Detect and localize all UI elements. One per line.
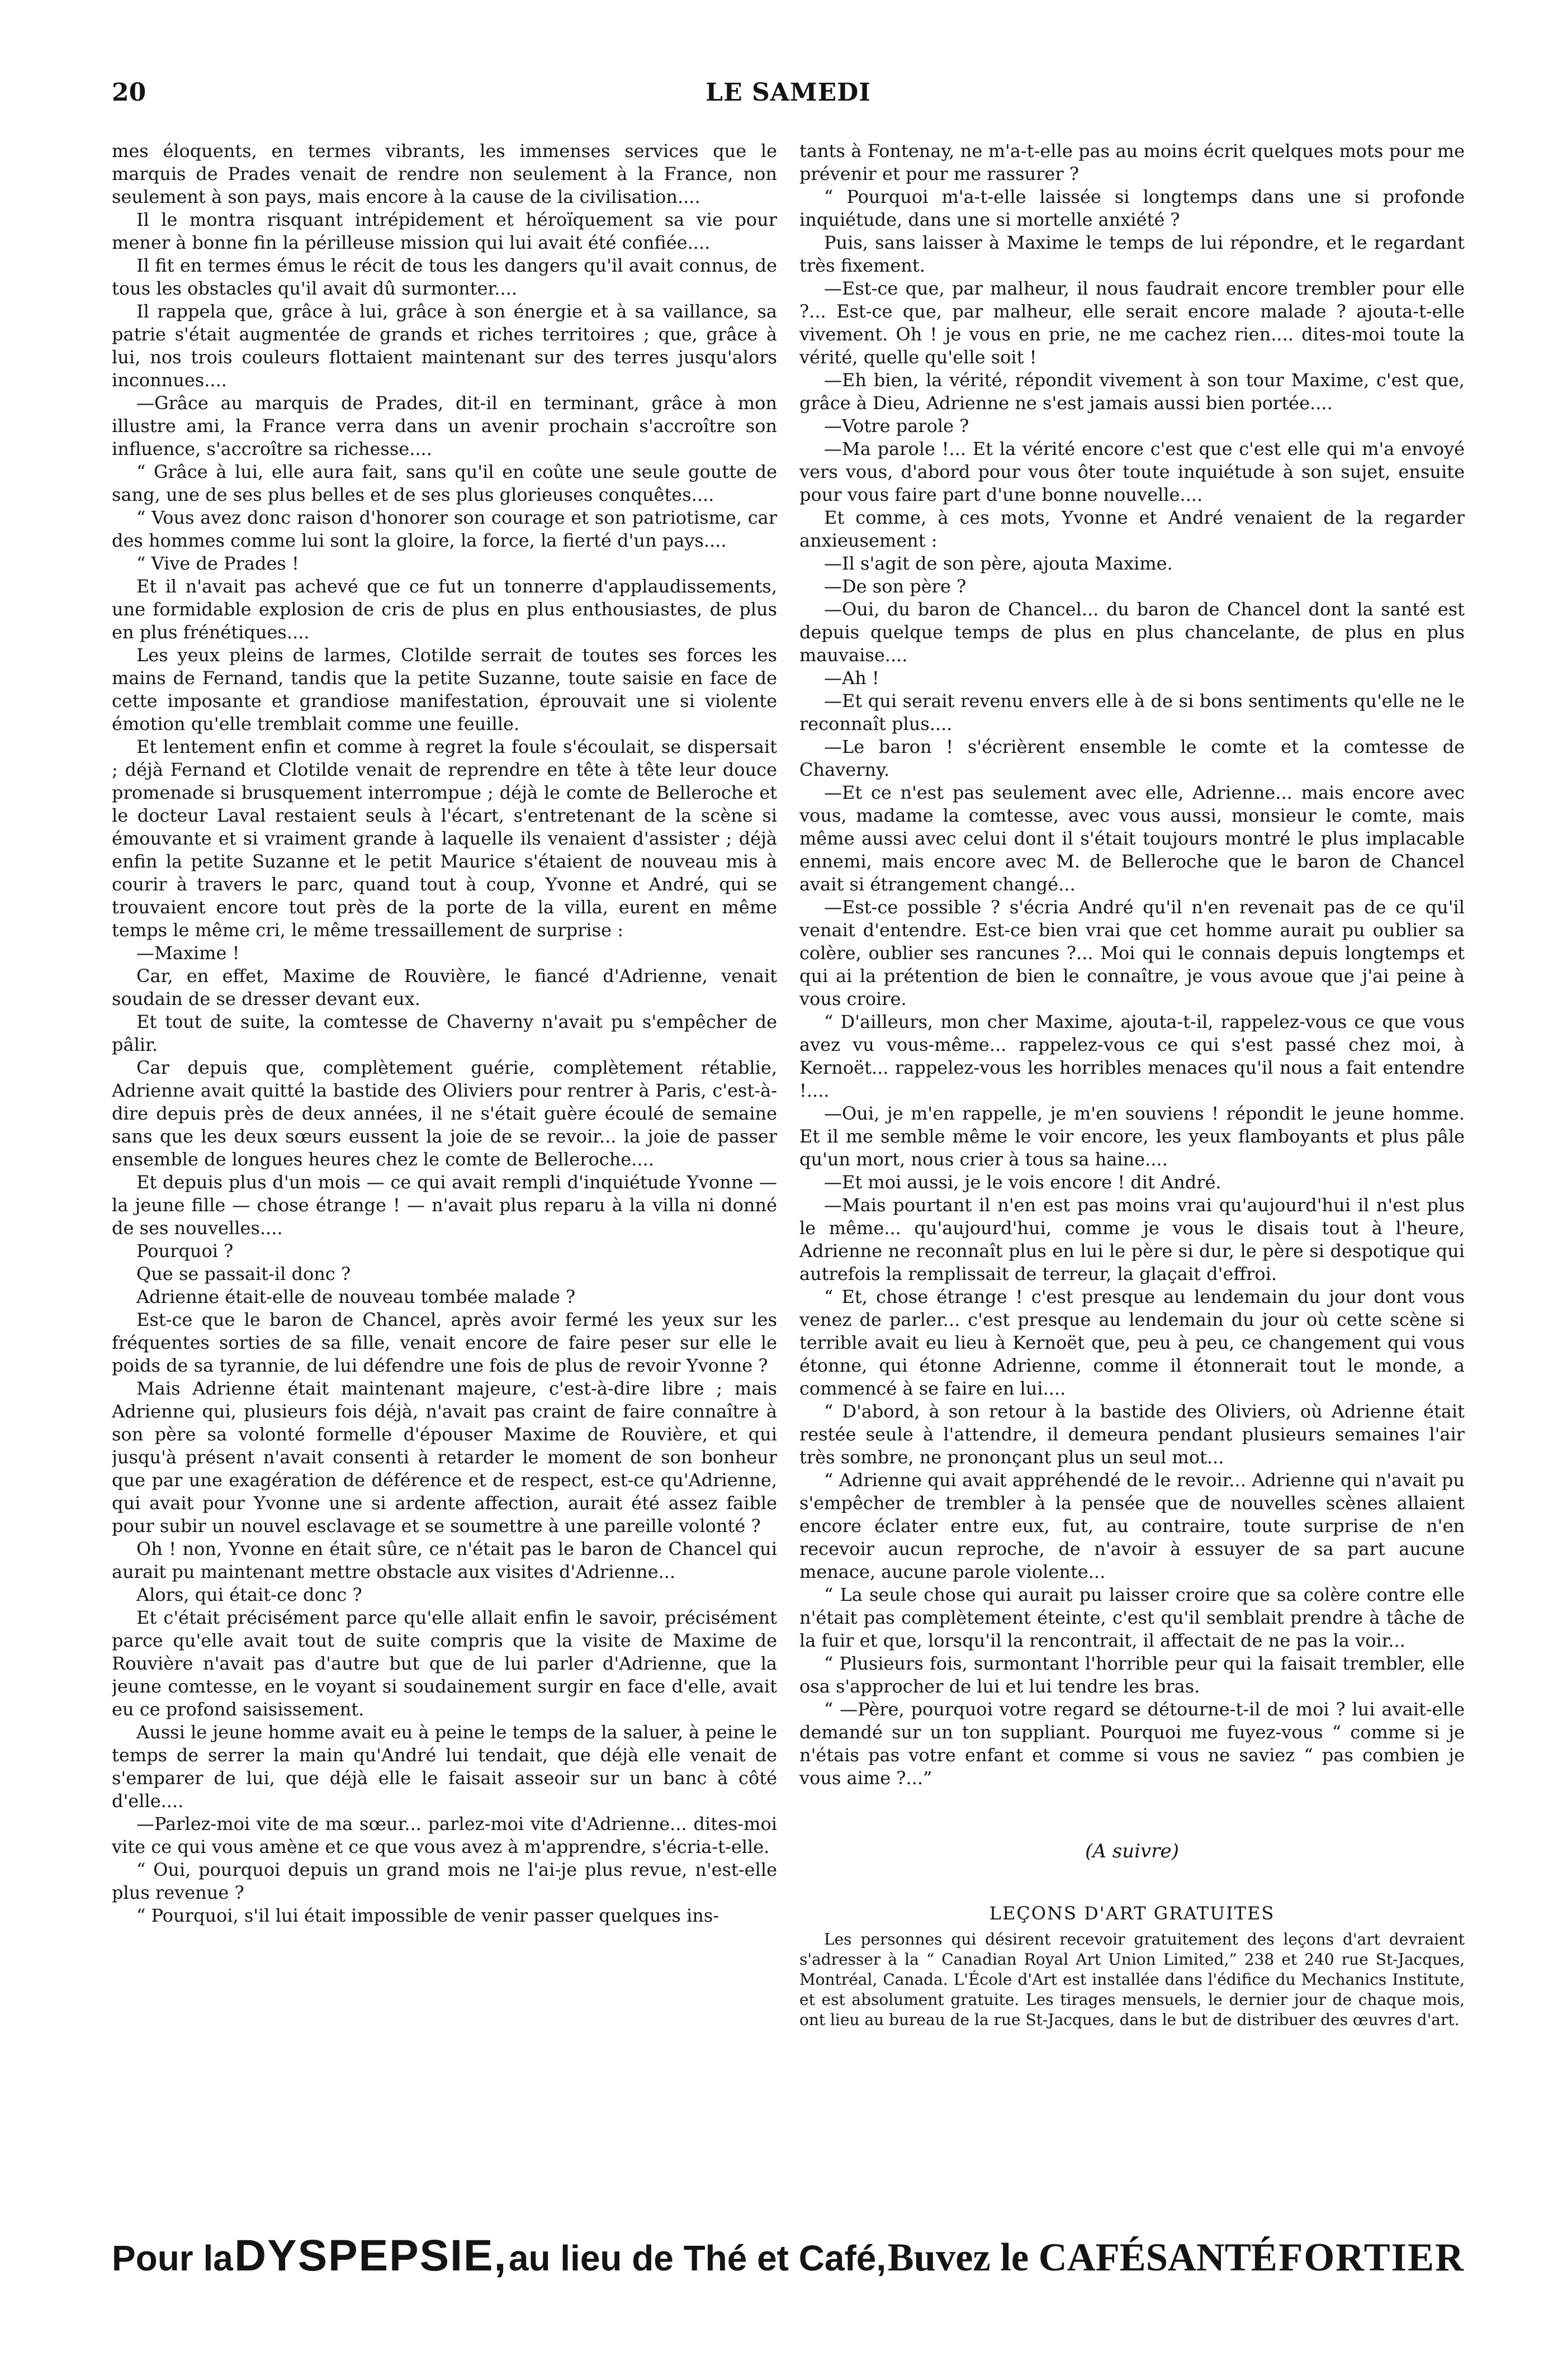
paragraph: —Mais pourtant il n'en est pas moins vrai qu'aujourd'hui il n'est plus le même... qu'aujourd'hui, comme je vous le disais tout à l'heure, Adrienne ne reconnaît plus en lui le père si dur, le père si despotique qui autrefois la remplissait de terreur, la glaçait d'effroi.: [799, 1194, 1465, 1284]
paragraph: Mais Adrienne était maintenant majeure, c'est-à-dire libre ; mais Adrienne qui, plusieurs fois déjà, n'avait pas craint de faire connaître à son père sa volonté formelle d'épouser Maxime de Rouvière, et qui jusqu'à présent n'avait consenti à retarder le moment de son bonheur que par une exagération de déférence et de respect, est-ce qu'Adrienne, qui avait pour Yvonne une si ardente affection, aurait été assez faible pour subir un nouvel esclavage et se soumettre à une pareille volonté ?: [112, 1378, 777, 1537]
paragraph: Les yeux pleins de larmes, Clotilde serrait de toutes ses forces les mains de Fernand, tandis que la petite Suzanne, toute saisie en face de cette imposante et grandiose manifestation, éprouvait une si violente émotion qu'elle tremblait comme une feuille.: [112, 644, 777, 734]
paragraph: —Est-ce que, par malheur, il nous faudrait encore trembler pour elle ?... Est-ce que, par malheur, elle serait encore malade ? ajouta-t-elle vivement. Oh ! je vous en prie, ne me cachez rien.... dites-moi toute la vérité, quelle qu'elle soit !: [799, 278, 1465, 368]
paragraph: Et tout de suite, la comtesse de Chaverny n'avait pu s'empêcher de pâlir.: [112, 1011, 777, 1055]
paragraph: —Maxime !: [136, 942, 240, 964]
paragraph: “ D'ailleurs, mon cher Maxime, ajouta-t-il, rappelez-vous ce que vous avez vu vous-même... rappelez-vous ce qui s'est passé chez moi, à Kernoët... rappelez-vous les horribles menaces qu'il nous a fait entendre !....: [799, 1011, 1465, 1101]
paragraph: “ Oui, pourquoi depuis un grand mois ne l'ai-je plus revue, n'est-elle plus revenue ?: [112, 1859, 777, 1903]
paragraph: —De son père ?: [824, 576, 967, 597]
paragraph: Il rappela que, grâce à lui, grâce à son énergie et à sa vaillance, sa patrie s'était augmentée de grands et riches territoires ; que, grâce à lui, nos trois couleurs flottaient maintenant sur des terres jusqu'alors inconnues....: [112, 301, 777, 391]
a-suivre-note: (A suivre): [1085, 1840, 1179, 1862]
paragraph: Est-ce que le baron de Chancel, après avoir fermé les yeux sur les fréquentes sorties de sa fille, venait encore de faire peser sur elle le poids de sa tyrannie, de lui défendre une fois de plus de revoir Yvonne ?: [112, 1309, 777, 1376]
paragraph: mes éloquents, en termes vibrants, les immenses services que le marquis de Prades venait de rendre non seulement à la France, non seulement à son pays, mais encore à la cause de la civilisation....: [112, 140, 777, 207]
paragraph: Il fit en termes émus le récit de tous les dangers qu'il avait connus, de tous les obstacles qu'il avait dû surmonter....: [112, 255, 777, 299]
paragraph: —Ah !: [824, 667, 879, 689]
paragraph: Et comme, à ces mots, Yvonne et André venaient de la regarder anxieusement :: [799, 507, 1465, 551]
paragraph: —Ma parole !... Et la vérité encore c'est que c'est elle qui m'a envoyé vers vous, d'abord pour vous ôter toute inquiétude à son sujet, ensuite pour vous faire part d'une bonne nouvelle....: [799, 438, 1465, 505]
paragraph: Que se passait-il donc ?: [136, 1263, 351, 1284]
paragraph: —Oui, je m'en rappelle, je m'en souviens ! répondit le jeune homme. Et il me semble même le voir encore, les yeux flamboyants et plus pâle qu'un mort, nous crier à tous sa haine....: [799, 1103, 1465, 1170]
footer-advertisement: [112, 2230, 1465, 2308]
paragraph: Et il n'avait pas achevé que ce fut un tonnerre d'applaudissements, une formidable explosion de cris de plus en plus enthousiastes, de plus en plus frénétiques....: [112, 576, 777, 643]
paragraph: tants à Fontenay, ne m'a-t-elle pas au moins écrit quelques mots pour me prévenir et pour me rassurer ?: [799, 140, 1465, 184]
paragraph: “ Adrienne qui avait appréhendé de le revoir... Adrienne qui n'avait pu s'empêcher de trembler à la pensée que de nouvelles scènes allaient encore éclater entre eux, fut, au contraire, toute surprise de n'en recevoir aucun reproche, de n'avoir à essuyer de sa part aucune menace, aucune parole violente...: [799, 1469, 1465, 1582]
paragraph: —Est-ce possible ? s'écria André qu'il n'en revenait pas de ce qu'il venait d'entendre. Est-ce bien vrai que cet homme aurait pu oublier sa colère, oublier ses rancunes ?... Moi qui le connais depuis longtemps et qui ai la prétention de bien le connaître, je vous avoue que j'ai peine à vous croire.: [799, 897, 1465, 1009]
paragraph: “ Et, chose étrange ! c'est presque au lendemain du jour dont vous venez de parler... c'est presque au lendemain du jour où cette scène si terrible avait eu lieu à Kernoët que, peu à peu, ce changement qui vous étonne, qui étonne Adrienne, comme il étonnerait tout le monde, a commencé à se faire en lui....: [799, 1286, 1465, 1399]
paragraph: —Grâce au marquis de Prades, dit-il en terminant, grâce à mon illustre ami, la France verra dans un avenir prochain s'accroître son influence, s'accroître sa richesse....: [112, 392, 777, 459]
paragraph: —Parlez-moi vite de ma sœur... parlez-moi vite d'Adrienne... dites-moi vite ce qui vous amène et ce que vous avez à m'apprendre, s'écria-t-elle.: [112, 1813, 777, 1857]
art-lessons-notice: [799, 1902, 1465, 2030]
paragraph: “ Plusieurs fois, surmontant l'horrible peur qui la faisait trembler, elle osa s'approcher de lui et lui tendre les bras.: [799, 1653, 1465, 1697]
paragraph: Aussi le jeune homme avait eu à peine le temps de la saluer, à peine le temps de serrer la main qu'André lui tendait, que déjà elle venait de s'emparer de lui, que déjà elle le faisait asseoir sur un banc à côté d'elle....: [112, 1722, 777, 1812]
page-number: 20: [112, 78, 146, 107]
paragraph: Pourquoi ?: [136, 1240, 234, 1262]
notice-body: Les personnes qui désirent recevoir gratuitement des leçons d'art devraient s'adresser à la “ Canadian Royal Art Union Limited,” 238 et 240 rue St-Jacques, Montréal, Canada. L'École d'Art est installée dans l'édifice du Mechanics Institute, et est absolument gratuite. Les tirages mensuels, le dernier jour de chaque mois, ont lieu au bureau de la rue St-Jacques, dans le but de distribuer des œuvres d'art.: [799, 1930, 1465, 2029]
paragraph: Et depuis plus d'un mois — ce qui avait rempli d'inquiétude Yvonne — la jeune fille — chose étrange ! — n'avait plus reparu à la villa ni donné de ses nouvelles....: [112, 1172, 777, 1239]
paragraph: —Eh bien, la vérité, répondit vivement à son tour Maxime, c'est que, grâce à Dieu, Adrienne ne s'est jamais aussi bien portée....: [799, 369, 1465, 414]
paragraph: Puis, sans laisser à Maxime le temps de lui répondre, et le regardant très fixement.: [799, 232, 1465, 276]
paragraph: Alors, qui était-ce donc ?: [136, 1584, 362, 1605]
paragraph: Il le montra risquant intrépidement et héroïquement sa vie pour mener à bonne fin la périlleuse mission qui lui avait été confiée....: [112, 209, 777, 253]
ad-text-dyspepsie: DYSPEPSIE,: [234, 2231, 508, 2280]
left-column: [112, 140, 777, 2202]
paragraph: —Et moi aussi, je le vois encore ! dit André.: [824, 1172, 1221, 1193]
running-title: LE SAMEDI: [706, 78, 871, 107]
paragraph: Car depuis que, complètement guérie, complètement rétablie, Adrienne avait quitté la bastide des Oliviers pour rentrer à Paris, c'est-à-dire depuis près de deux années, il ne s'était guère écoulé de semaine sans que les deux sœurs eussent la joie de se revoir... la joie de passer ensemble de longues heures chez le comte de Belleroche....: [112, 1057, 777, 1170]
paragraph: “ D'abord, à son retour à la bastide des Oliviers, où Adrienne était restée seule à l'attendre, il demeura pendant plusieurs semaines l'air très sombre, ne prononçant plus un seul mot...: [799, 1401, 1465, 1468]
paragraph: “ Grâce à lui, elle aura fait, sans qu'il en coûte une seule goutte de sang, une de ses plus belles et de ses plus glorieuses conquêtes....: [112, 461, 777, 505]
paragraph: —Le baron ! s'écrièrent ensemble le comte et la comtesse de Chaverny.: [799, 736, 1465, 780]
paragraph: Et lentement enfin et comme à regret la foule s'écoulait, se dispersait ; déjà Fernand et Clotilde venait de reprendre en tête à tête leur douce promenade si brusquement interrompue ; déjà le comte de Belleroche et le docteur Laval restaient seuls à l'écart, s'entretenant de la scène si émouvante et si vraiment grande à laquelle ils venaient d'assister ; déjà enfin la petite Suzanne et le petit Maurice s'étaient de nouveau mis à courir à travers le parc, quand tout à coup, Yvonne et André, qui se trouvaient encore tout près de la porte de la villa, eurent en même temps le même cri, le même tressaillement de surprise :: [112, 736, 777, 941]
ad-text-the-cafe: au lieu de Thé et Café,: [508, 2238, 887, 2278]
ad-text-fortier: FORTIER: [1279, 2236, 1465, 2279]
paragraph: —Oui, du baron de Chancel... du baron de Chancel dont la santé est depuis quelque temps de plus en plus chancelante, de plus en plus mauvaise....: [799, 599, 1465, 666]
ad-text-buvez: Buvez le CAFÉSANTÉ: [887, 2236, 1277, 2279]
paragraph: Car, en effet, Maxime de Rouvière, le fiancé d'Adrienne, venait soudain de se dresser devant eux.: [112, 965, 777, 1009]
paragraph: —Il s'agit de son père, ajouta Maxime.: [824, 553, 1173, 574]
paragraph: Et c'était précisément parce qu'elle allait enfin le savoir, précisément parce qu'elle avait tout de suite compris que la visite de Maxime de Rouvière n'avait pas d'autre but que de lui parler d'Adrienne, que la jeune comtesse, en le voyant si soudainement surgir en face d'elle, avait eu ce profond saisissement.: [112, 1607, 777, 1720]
page-header: [112, 78, 1465, 117]
right-column: [799, 140, 1465, 2202]
paragraph: —Et ce n'est pas seulement avec elle, Adrienne... mais encore avec vous, madame la comtesse, avec vous aussi, monsieur le comte, mais même aussi avec celui dont il s'était toujours montré le plus implacable ennemi, mais encore avec M. de Belleroche que le baron de Chancel avait si étrangement changé...: [799, 782, 1465, 895]
paragraph: “ Vive de Prades !: [136, 553, 299, 574]
ad-text-pour-la: Pour la: [112, 2238, 233, 2278]
right-column-text: [799, 140, 1465, 1790]
paragraph: “ La seule chose qui aurait pu laisser croire que sa colère contre elle n'était pas complètement éteinte, c'est qu'il semblait prendre à tâche de la fuir et que, lorsqu'il la rencontrait, il affectait de ne pas la voir...: [799, 1584, 1465, 1651]
paragraph: —Votre parole ?: [824, 415, 969, 437]
paragraph: “ Pourquoi, s'il lui était impossible de venir passer quelques ins-: [136, 1905, 719, 1926]
paragraph: —Et qui serait revenu envers elle à de si bons sentiments qu'elle ne le reconnaît plus....: [799, 690, 1465, 734]
paragraph: Oh ! non, Yvonne en était sûre, ce n'était pas le baron de Chancel qui aurait pu maintenant mettre obstacle aux visites d'Adrienne...: [112, 1538, 777, 1582]
paragraph: Adrienne était-elle de nouveau tombée malade ?: [136, 1286, 576, 1307]
paragraph: “ Pourquoi m'a-t-elle laissée si longtemps dans une si profonde inquiétude, dans une si mortelle anxiété ?: [799, 186, 1465, 230]
paragraph: “ —Père, pourquoi votre regard se détourne-t-il de moi ? lui avait-elle demandé sur un ton suppliant. Pourquoi me fuyez-vous “ comme si je n'étais pas votre enfant et comme si vous ne saviez “ pas combien je vous aime ?...”: [799, 1699, 1465, 1789]
paragraph: “ Vous avez donc raison d'honorer son courage et son patriotisme, car des hommes comme lui sont la gloire, la force, la fierté d'un pays....: [112, 507, 777, 551]
notice-title: LEÇONS D'ART GRATUITES: [989, 1903, 1275, 1924]
